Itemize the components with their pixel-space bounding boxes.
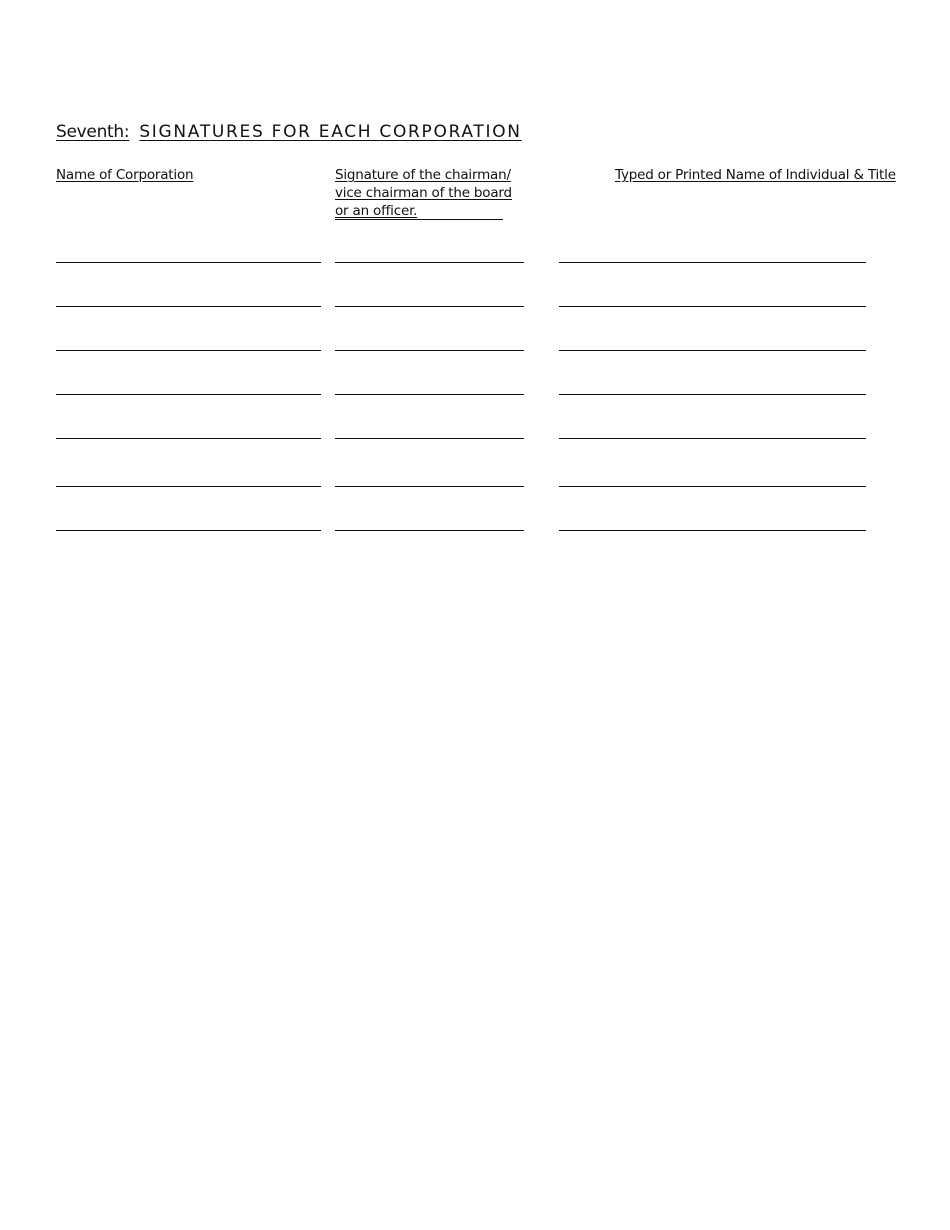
signature-line[interactable] xyxy=(335,394,524,395)
typed-name-title-line[interactable] xyxy=(559,530,866,531)
typed-name-title-line[interactable] xyxy=(559,486,866,487)
corporation-name-line[interactable] xyxy=(56,350,321,351)
typed-name-title-line[interactable] xyxy=(559,438,866,439)
corporation-name-line[interactable] xyxy=(56,438,321,439)
column-label-typed-name-title: Typed or Printed Name of Individual & Title xyxy=(615,167,896,183)
section-prefix: Seventh: xyxy=(56,122,130,142)
typed-name-title-line[interactable] xyxy=(559,262,866,263)
signature-label-line: or an officer. xyxy=(335,203,418,219)
corporation-name-line[interactable] xyxy=(56,530,321,531)
signature-line[interactable] xyxy=(335,530,524,531)
signature-line[interactable] xyxy=(335,438,524,439)
corporation-name-line[interactable] xyxy=(56,306,321,307)
signature-line[interactable] xyxy=(335,262,524,263)
signature-label-line: Signature of the chairman/ xyxy=(335,167,511,183)
signature-line[interactable] xyxy=(335,486,524,487)
typed-name-title-line[interactable] xyxy=(559,394,866,395)
typed-name-title-line[interactable] xyxy=(559,306,866,307)
corporation-name-line[interactable] xyxy=(56,486,321,487)
signature-line[interactable] xyxy=(335,350,524,351)
corporation-name-line[interactable] xyxy=(56,262,321,263)
section-title: SIGNATURES FOR EACH CORPORATION xyxy=(139,122,522,142)
signature-label-line: vice chairman of the board xyxy=(335,185,512,201)
column-label-corporation-name: Name of Corporation xyxy=(56,167,194,183)
typed-name-title-line[interactable] xyxy=(559,350,866,351)
signature-line[interactable] xyxy=(335,306,524,307)
corporation-name-line[interactable] xyxy=(56,394,321,395)
